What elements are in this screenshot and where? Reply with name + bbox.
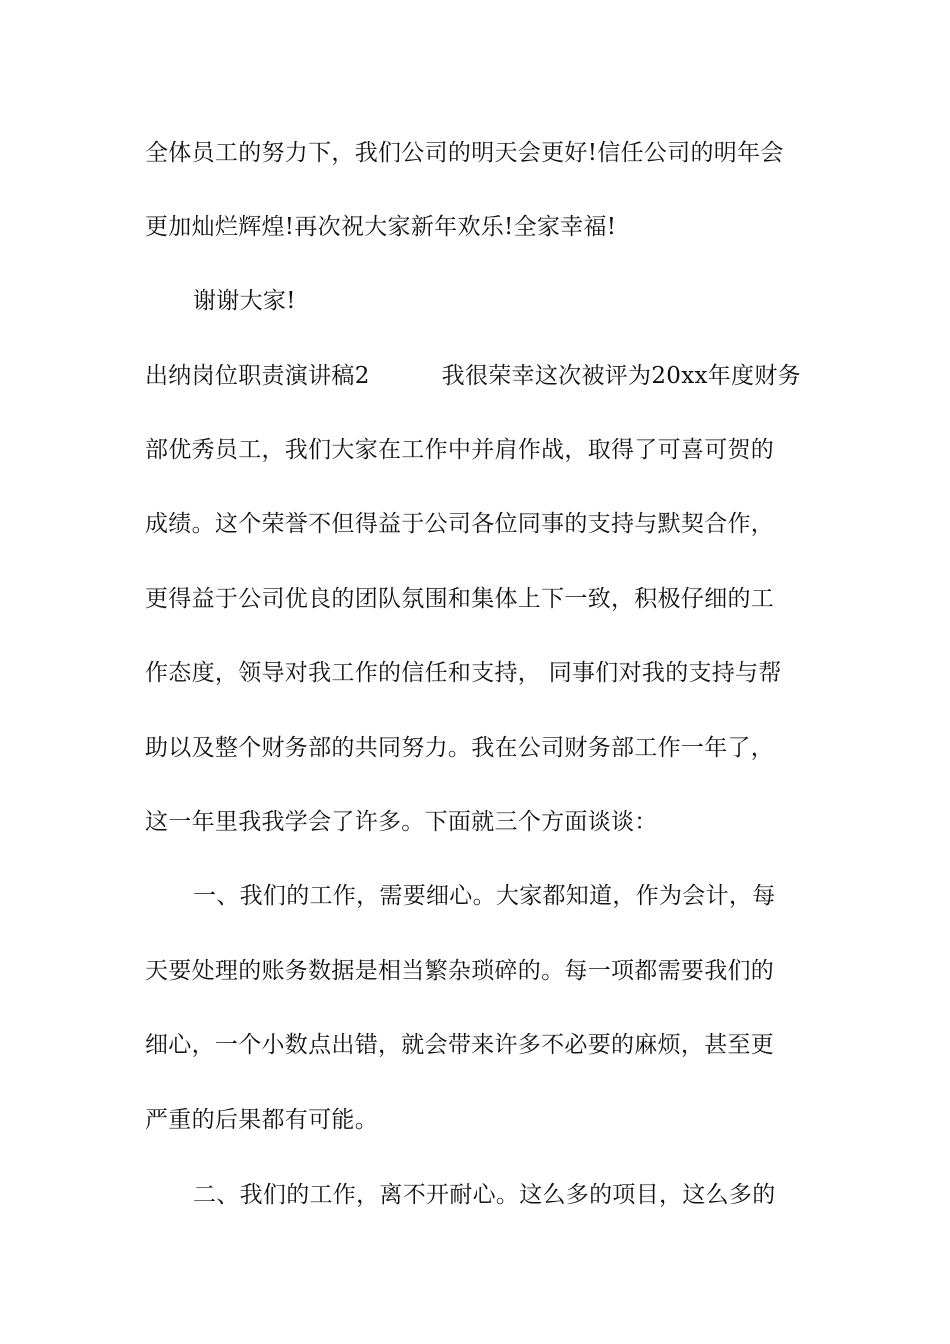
text-line: 更加灿烂辉煌!再次祝大家新年欢乐!全家幸福! [145, 214, 617, 240]
section-heading: 出纳岗位职责演讲稿2 [145, 363, 370, 389]
text-line: 严重的后果都有可能。 [145, 1107, 378, 1133]
text-line: 全体员工的努力下，我们公司的明天会更好!信任公司的明年会 [145, 140, 784, 166]
text-line: 我很荣幸这次被评为20xx年度财务 [441, 363, 801, 389]
heading-line [145, 361, 810, 391]
text-line: 部优秀员工，我们大家在工作中并肩作战，取得了可喜可贺的 [145, 437, 775, 463]
text-line: 作态度，领导对我工作的信任和支持， 同事们对我的支持与帮 [145, 660, 782, 686]
text-line: 成绩。这个荣誉不但得益于公司各位同事的支持与默契合作， [145, 511, 775, 537]
text-line: 一、我们的工作，需要细心。大家都知道，作为会计，每 [193, 883, 776, 909]
text-line: 助以及整个财务部的共同努力。我在公司财务部工作一年了， [145, 735, 775, 761]
text-line: 更得益于公司优良的团队氛围和集体上下一致，积极仔细的工 [145, 586, 775, 612]
text-line: 二、我们的工作，离不开耐心。这么多的项目，这么多的 [193, 1182, 776, 1208]
text-line: 这一年里我我学会了许多。下面就三个方面谈谈： [145, 809, 658, 835]
text-line: 天要处理的账务数据是相当繁杂琐碎的。每一项都需要我们的 [145, 958, 775, 984]
text-line: 谢谢大家! [193, 288, 296, 314]
text-line: 细心，一个小数点出错，就会带来许多不必要的麻烦，甚至更 [145, 1032, 775, 1058]
